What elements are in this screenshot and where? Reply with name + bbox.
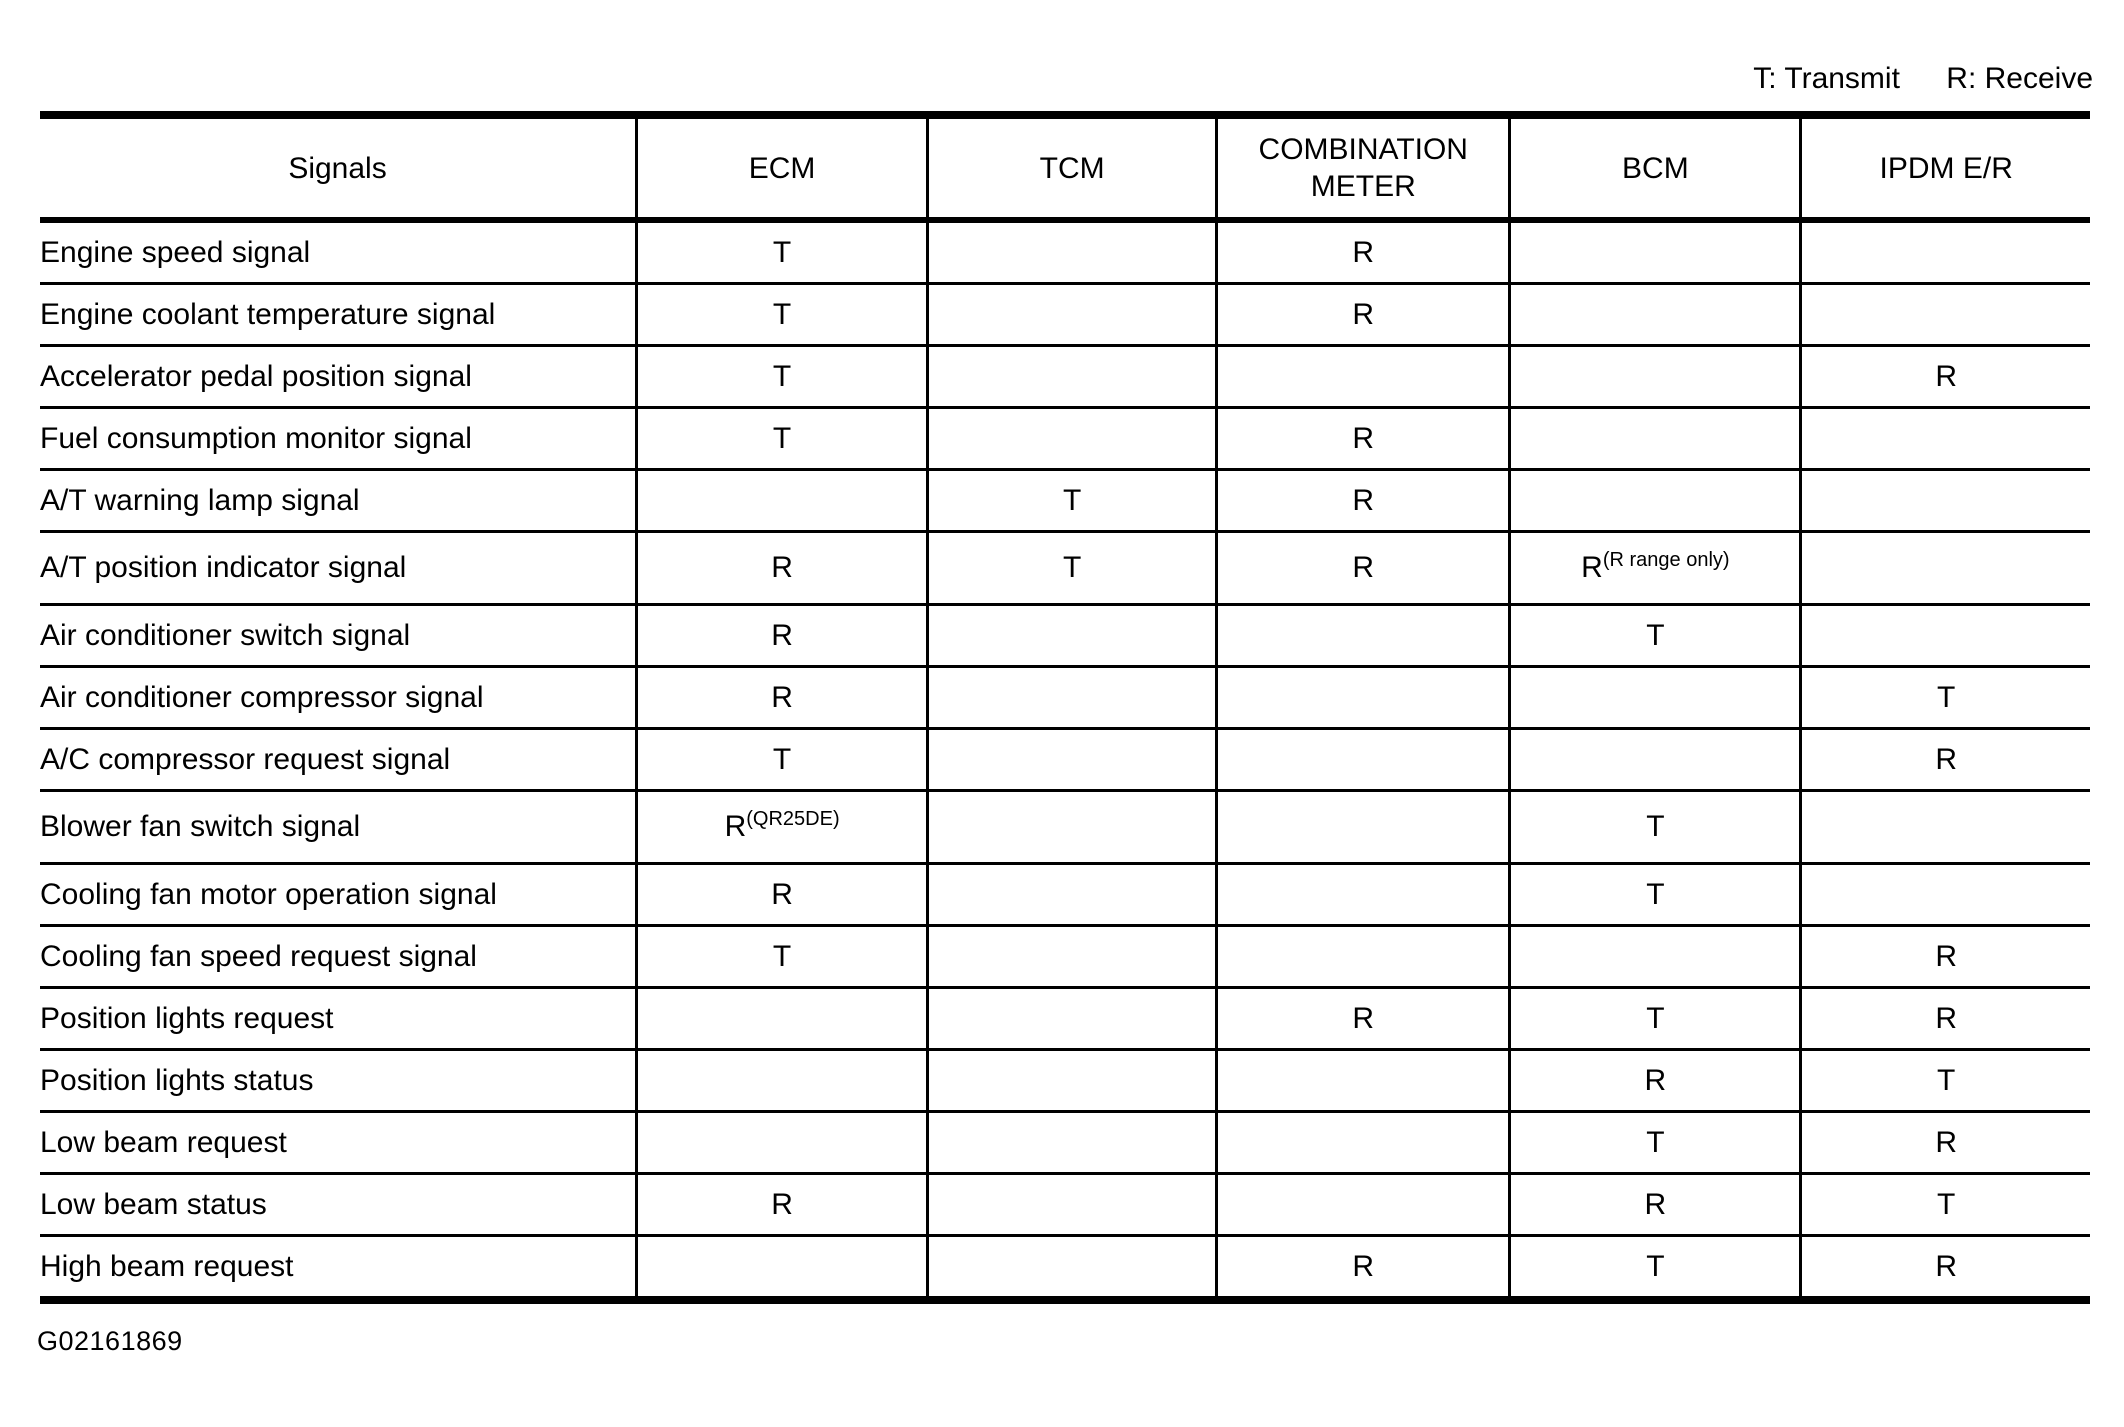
column-header-bcm: BCM bbox=[1510, 115, 1801, 220]
signal-cell bbox=[928, 667, 1217, 729]
signal-cell bbox=[928, 408, 1217, 470]
cell-value: T bbox=[772, 742, 792, 776]
signal-name: Low beam request bbox=[40, 1112, 637, 1174]
cell-value: R bbox=[1935, 1249, 1958, 1283]
signal-cell bbox=[1801, 667, 2090, 729]
signal-cell bbox=[1510, 408, 1801, 470]
cell-value: R bbox=[1352, 235, 1375, 269]
signal-cell bbox=[637, 532, 928, 605]
cell-value: R bbox=[1352, 551, 1375, 584]
signal-cell bbox=[928, 791, 1217, 864]
cell-value: T bbox=[1646, 618, 1665, 652]
signal-cell bbox=[1217, 346, 1510, 408]
table-row bbox=[40, 605, 2090, 667]
cell-value: R bbox=[1935, 742, 1958, 776]
table-row bbox=[40, 1174, 2090, 1236]
signal-cell bbox=[1801, 1050, 2090, 1112]
signal-cell bbox=[928, 1236, 1217, 1301]
signal-cell bbox=[928, 1050, 1217, 1112]
signal-cell bbox=[1510, 729, 1801, 791]
cell-value: T bbox=[1646, 1249, 1665, 1283]
signal-cell bbox=[928, 284, 1217, 346]
column-header-signals: Signals bbox=[40, 115, 637, 220]
cell-value: R bbox=[1935, 1001, 1958, 1035]
signal-cell bbox=[1801, 284, 2090, 346]
signal-cell bbox=[1510, 220, 1801, 284]
signal-cell bbox=[1217, 220, 1510, 284]
signal-cell bbox=[1801, 1112, 2090, 1174]
signal-cell bbox=[1801, 408, 2090, 470]
signal-name: Engine coolant temperature signal bbox=[40, 284, 637, 346]
signal-cell bbox=[928, 532, 1217, 605]
signal-cell bbox=[1217, 1236, 1510, 1301]
signal-cell bbox=[637, 1050, 928, 1112]
cell-value: T bbox=[772, 235, 792, 269]
cell-value: T bbox=[772, 359, 792, 393]
table-row bbox=[40, 220, 2090, 284]
signal-cell bbox=[1510, 470, 1801, 532]
signal-cell bbox=[1801, 791, 2090, 864]
cell-value: T bbox=[1937, 1187, 1956, 1221]
signal-cell bbox=[928, 988, 1217, 1050]
table-row bbox=[40, 988, 2090, 1050]
signal-cell bbox=[1510, 926, 1801, 988]
signal-cell bbox=[1510, 1236, 1801, 1301]
cell-value: R bbox=[1352, 297, 1375, 331]
signal-cell bbox=[1510, 791, 1801, 864]
signal-cell bbox=[1217, 1112, 1510, 1174]
cell-value: T bbox=[1646, 1001, 1665, 1035]
cell-value: R bbox=[1935, 1125, 1958, 1159]
signal-cell bbox=[1801, 470, 2090, 532]
signal-cell bbox=[637, 1236, 928, 1301]
signal-cell bbox=[928, 220, 1217, 284]
legend bbox=[1753, 62, 2093, 96]
signal-cell bbox=[1510, 864, 1801, 926]
figure-id: G02161869 bbox=[37, 1326, 183, 1356]
signal-cell bbox=[1217, 284, 1510, 346]
signal-cell bbox=[637, 667, 928, 729]
cell-value: R bbox=[771, 877, 793, 911]
signal-cell bbox=[1217, 926, 1510, 988]
table-row bbox=[40, 408, 2090, 470]
table-row bbox=[40, 864, 2090, 926]
table-row bbox=[40, 791, 2090, 864]
signal-cell bbox=[637, 988, 928, 1050]
signal-cell bbox=[1510, 346, 1801, 408]
cell-value-note: (R range only) bbox=[1602, 549, 1730, 571]
table-row bbox=[40, 729, 2090, 791]
signal-cell bbox=[1217, 1050, 1510, 1112]
cell-value: T bbox=[1063, 483, 1082, 517]
signal-cell bbox=[1217, 532, 1510, 605]
signal-name: Accelerator pedal position signal bbox=[40, 346, 637, 408]
cell-value: R bbox=[1352, 1249, 1375, 1283]
signal-cell bbox=[1217, 864, 1510, 926]
table-row bbox=[40, 470, 2090, 532]
signal-cell bbox=[637, 729, 928, 791]
signal-name: Position lights status bbox=[40, 1050, 637, 1112]
column-header-combination-meter: COMBINATION METER bbox=[1217, 115, 1510, 220]
cell-value: R bbox=[1352, 483, 1375, 517]
table-row bbox=[40, 926, 2090, 988]
cell-value: R bbox=[771, 618, 793, 652]
signal-name: Low beam status bbox=[40, 1174, 637, 1236]
signal-name: Air conditioner compressor signal bbox=[40, 667, 637, 729]
header-row bbox=[40, 115, 2090, 220]
signal-cell bbox=[1217, 791, 1510, 864]
signal-cell bbox=[637, 284, 928, 346]
signal-cell bbox=[1801, 926, 2090, 988]
signal-cell bbox=[1801, 729, 2090, 791]
signal-cell bbox=[637, 220, 928, 284]
cell-value: T bbox=[772, 421, 792, 455]
cell-value-note: (QR25DE) bbox=[746, 808, 840, 830]
signal-name: Cooling fan speed request signal bbox=[40, 926, 637, 988]
table-row bbox=[40, 532, 2090, 605]
signal-name: A/T warning lamp signal bbox=[40, 470, 637, 532]
signal-cell bbox=[1217, 988, 1510, 1050]
signal-cell bbox=[1801, 605, 2090, 667]
cell-value: R bbox=[771, 1187, 793, 1221]
signal-cell bbox=[928, 470, 1217, 532]
cell-value: R bbox=[1935, 359, 1958, 393]
signal-cell bbox=[1801, 220, 2090, 284]
cell-value: T bbox=[1646, 877, 1665, 911]
signal-cell bbox=[1217, 605, 1510, 667]
signal-cell bbox=[928, 729, 1217, 791]
signal-cell bbox=[1217, 408, 1510, 470]
signal-cell bbox=[928, 605, 1217, 667]
signal-name: Fuel consumption monitor signal bbox=[40, 408, 637, 470]
cell-value: R bbox=[1935, 939, 1958, 973]
signal-cell bbox=[637, 791, 928, 864]
signal-cell bbox=[1510, 284, 1801, 346]
signal-name: Air conditioner switch signal bbox=[40, 605, 637, 667]
signal-cell bbox=[637, 864, 928, 926]
signal-cell bbox=[1510, 1174, 1801, 1236]
table-row bbox=[40, 1112, 2090, 1174]
table-row bbox=[40, 667, 2090, 729]
table-row bbox=[40, 1050, 2090, 1112]
signal-cell bbox=[1510, 532, 1801, 605]
legend-transmit: T: Transmit bbox=[1753, 62, 1900, 95]
signal-cell bbox=[1510, 667, 1801, 729]
cell-value: T bbox=[772, 297, 792, 331]
cell-value: T bbox=[1937, 1063, 1956, 1097]
signal-cell bbox=[928, 864, 1217, 926]
signal-name: Blower fan switch signal bbox=[40, 791, 637, 864]
cell-value: R bbox=[1352, 421, 1375, 455]
cell-value: T bbox=[772, 939, 792, 973]
column-header-tcm: TCM bbox=[928, 115, 1217, 220]
cell-value: R bbox=[771, 551, 793, 584]
signal-cell bbox=[637, 346, 928, 408]
table-row bbox=[40, 1236, 2090, 1301]
signal-cell bbox=[637, 605, 928, 667]
signal-cell bbox=[928, 926, 1217, 988]
signal-name: High beam request bbox=[40, 1236, 637, 1301]
signal-cell bbox=[637, 408, 928, 470]
column-header-ipdm: IPDM E/R bbox=[1801, 115, 2090, 220]
signal-cell bbox=[1510, 1112, 1801, 1174]
signal-cell bbox=[1217, 1174, 1510, 1236]
signal-cell bbox=[1801, 988, 2090, 1050]
table-row bbox=[40, 346, 2090, 408]
signal-cell bbox=[637, 1112, 928, 1174]
cell-value: R bbox=[1352, 1001, 1375, 1035]
cell-value: R bbox=[1581, 551, 1603, 584]
legend-receive: R: Receive bbox=[1946, 62, 2093, 95]
signal-name: Position lights request bbox=[40, 988, 637, 1050]
signal-name: A/C compressor request signal bbox=[40, 729, 637, 791]
cell-value: R bbox=[1644, 1063, 1667, 1097]
signal-name: Cooling fan motor operation signal bbox=[40, 864, 637, 926]
signal-name: Engine speed signal bbox=[40, 220, 637, 284]
signal-cell bbox=[1801, 532, 2090, 605]
signal-cell bbox=[637, 470, 928, 532]
can-signal-table bbox=[40, 111, 2090, 1304]
cell-value: R bbox=[724, 810, 747, 843]
signal-cell bbox=[1801, 864, 2090, 926]
signal-cell bbox=[1801, 1236, 2090, 1301]
column-header-ecm: ECM bbox=[637, 115, 928, 220]
signal-cell bbox=[1801, 346, 2090, 408]
signal-cell bbox=[1510, 605, 1801, 667]
signal-cell bbox=[637, 926, 928, 988]
cell-value: T bbox=[1646, 1125, 1665, 1159]
table-row bbox=[40, 284, 2090, 346]
signal-cell bbox=[928, 1174, 1217, 1236]
cell-value: R bbox=[1644, 1187, 1667, 1221]
signal-cell bbox=[1217, 470, 1510, 532]
cell-value: T bbox=[1646, 810, 1665, 843]
signal-cell bbox=[928, 346, 1217, 408]
signal-name: A/T position indicator signal bbox=[40, 532, 637, 605]
signal-cell bbox=[1217, 729, 1510, 791]
signal-cell bbox=[928, 1112, 1217, 1174]
cell-value: T bbox=[1937, 680, 1956, 714]
cell-value: T bbox=[1063, 551, 1082, 584]
cell-value: R bbox=[771, 680, 793, 714]
signal-cell bbox=[1510, 988, 1801, 1050]
signal-cell bbox=[1217, 667, 1510, 729]
signal-cell bbox=[1510, 1050, 1801, 1112]
signal-cell bbox=[637, 1174, 928, 1236]
signal-cell bbox=[1801, 1174, 2090, 1236]
